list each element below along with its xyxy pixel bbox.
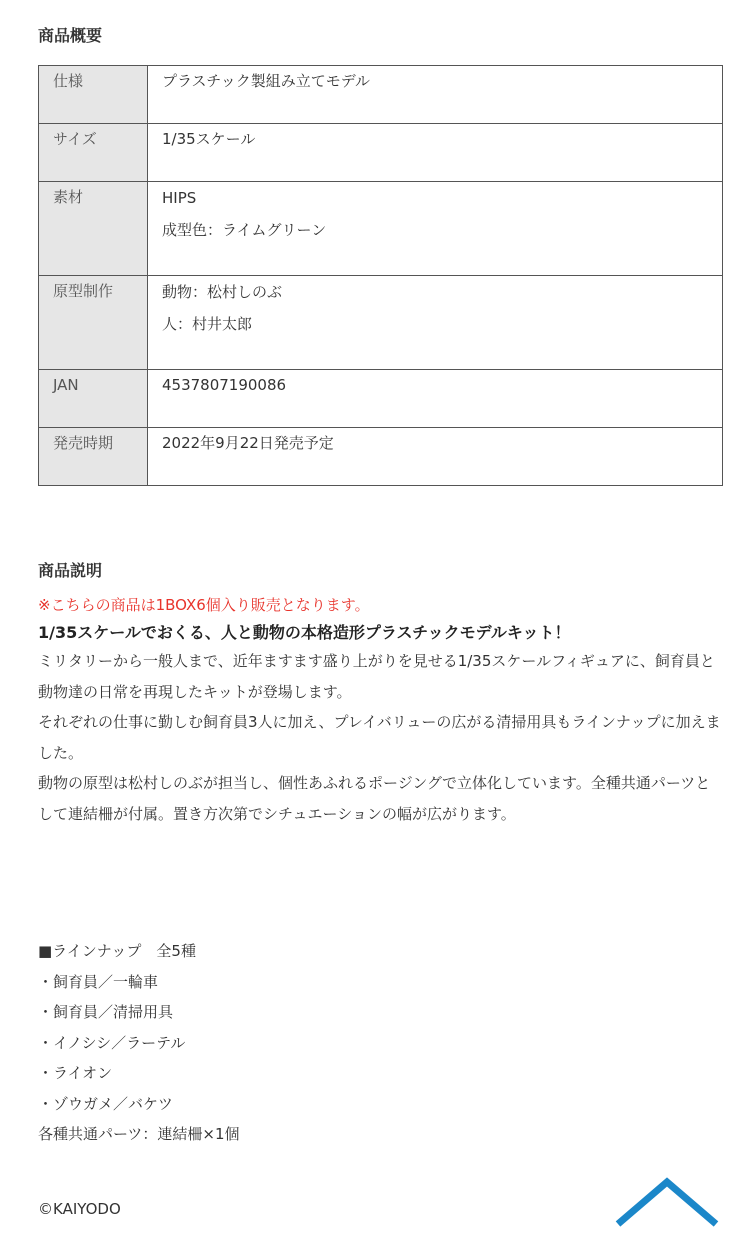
lead-text: 1/35スケールでおくる、人と動物の本格造形プラスチックモデルキット！	[38, 623, 571, 642]
description-paragraph: ミリタリーから一般人まで、近年ますます盛り上がりを見せる1/35スケールフィギュアに、飼育員と動物達の日常を再現したキットが登場します。	[38, 652, 715, 701]
overview-title: 商品概要	[38, 26, 103, 45]
spec-value-line: 人：村井太郎	[162, 315, 253, 333]
copyright: ©KAIYODO	[38, 1200, 121, 1218]
spec-label: JAN	[39, 370, 148, 428]
spec-label: サイズ	[39, 124, 148, 182]
description-paragraph: それぞれの仕事に勤しむ飼育員3人に加え、プレイバリューの広がる清掃用具もラインナップに加えました。	[38, 713, 721, 762]
spec-value-line: 動物：松村しのぶ	[162, 283, 283, 301]
spec-row-material	[39, 182, 723, 276]
common-parts: 各種共通パーツ：連結柵×1個	[38, 1125, 240, 1143]
lineup-item: ・飼育員／一輪車	[38, 972, 159, 991]
spec-label: 原型制作	[39, 276, 148, 370]
spec-value: 4537807190086	[148, 370, 723, 428]
spec-row-spec	[39, 66, 723, 124]
lineup-item: ・ゾウガメ／バケツ	[38, 1094, 173, 1113]
description-body	[38, 646, 724, 829]
spec-table	[38, 65, 723, 486]
spec-value	[148, 182, 723, 276]
spec-label: 素材	[39, 182, 148, 276]
spec-value: 1/35スケール	[148, 124, 723, 182]
spec-value-line: 成型色：ライムグリーン	[162, 221, 327, 239]
chevron-up-icon	[612, 1172, 722, 1232]
lineup-list	[38, 936, 240, 1150]
lineup-item: ・ライオン	[38, 1064, 113, 1082]
box-notice: ※こちらの商品は1BOX6個入り販売となります。	[38, 596, 370, 614]
spec-value	[148, 276, 723, 370]
spec-row-size	[39, 124, 723, 182]
spec-value: プラスチック製組み立てモデル	[148, 66, 723, 124]
lineup-title: ■ラインナップ 全5種	[38, 942, 196, 960]
spec-label: 発売時期	[39, 428, 148, 486]
description-title: 商品説明	[38, 561, 103, 580]
spec-value-line: HIPS	[162, 189, 197, 207]
spec-label: 仕様	[39, 66, 148, 124]
spec-value: 2022年9月22日発売予定	[148, 428, 723, 486]
lineup-item: ・イノシシ／ラーテル	[38, 1033, 186, 1052]
spec-row-jan	[39, 370, 723, 428]
description-paragraph: 動物の原型は松村しのぶが担当し、個性あふれるポージングで立体化しています。全種共通パーツとして連結柵が付属。置き方次第でシチュエーションの幅が広がります。	[38, 774, 711, 823]
lineup-item: ・飼育員／清掃用具	[38, 1003, 174, 1021]
spec-row-sculptor	[39, 276, 723, 370]
spec-row-release	[39, 428, 723, 486]
back-to-top-button[interactable]	[612, 1172, 722, 1232]
